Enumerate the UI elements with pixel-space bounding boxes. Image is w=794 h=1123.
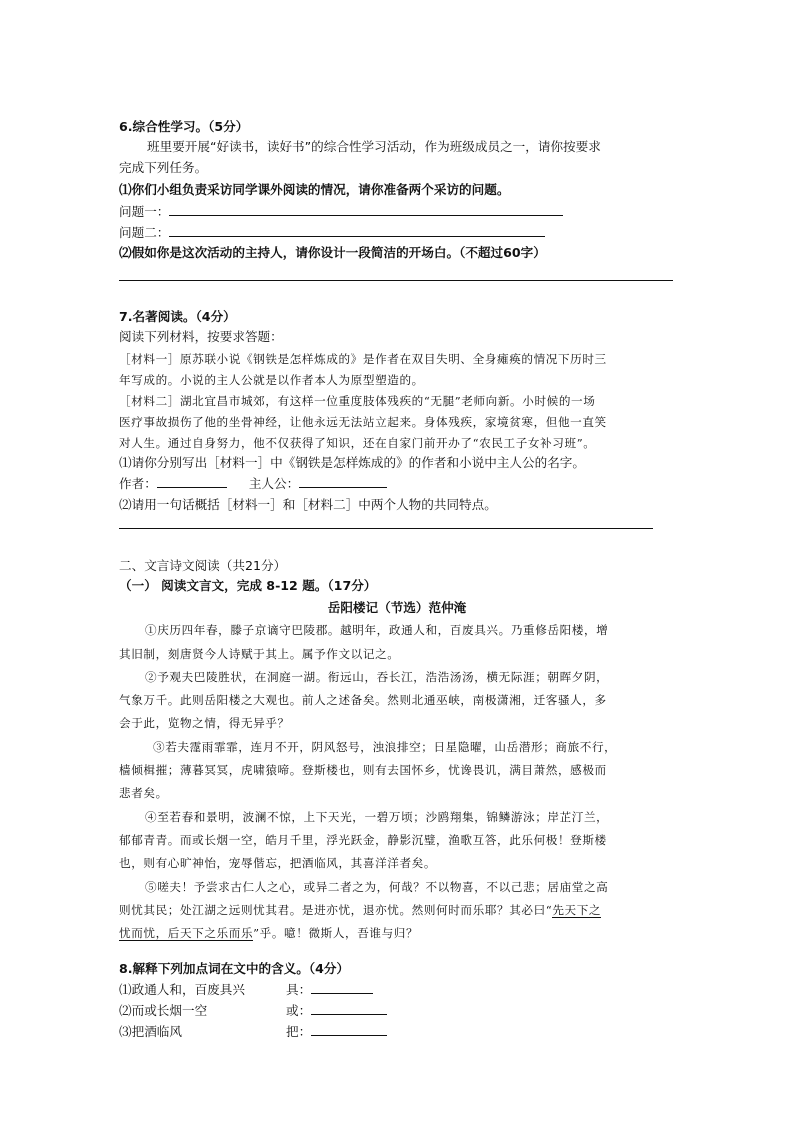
q7-material2-line1: ［材料二］湖北宜昌市城郊，有这样一位重度肢体残疾的“无腿”老师向新。小时候的一场 [119, 394, 596, 408]
q7-material1-line1: ［材料一］原苏联小说《钢铁是怎样炼成的》是作者在双目失明、全身瘫痪的情况下历时三 [119, 352, 607, 366]
q7-title: 7.名著阅读。（4分） [119, 309, 236, 324]
q8-item-3-word: 把： [286, 1024, 312, 1039]
q8-title: 8.解释下列加点词在文中的含义。（4分） [119, 961, 350, 976]
q7-hero-blank[interactable] [299, 475, 387, 488]
section2-heading: 二、文言诗文阅读（共21分） [119, 558, 287, 573]
q7-answer-line[interactable] [119, 528, 653, 529]
q6-part2: ⑵假如你是这次活动的主持人，请你设计一段简洁的开场白。（不超过60字） [119, 245, 546, 260]
essay-p4-line3: 也，则有心旷神怡，宠辱偕忘，把酒临风，其喜洋洋者矣。 [119, 856, 437, 870]
q7-author-label: 作者： [119, 476, 157, 491]
q8-item-1-word: 具： [286, 982, 312, 997]
q6-part1: ⑴你们小组负责采访同学课外阅读的情况，请你准备两个采访的问题。 [119, 182, 510, 197]
q7-part2: ⑵请用一句话概括［材料一］和［材料二］中两个人物的共同特点。 [119, 497, 497, 512]
q6-question1-label: 问题一： [119, 204, 170, 219]
essay-p3-line3: 悲者矣。 [119, 786, 168, 800]
q7-instruction: 阅读下列材料，按要求答题： [119, 329, 283, 344]
essay-p3-line2: 樯倾楫摧；薄暮冥冥，虎啸猿啼。登斯楼也，则有去国怀乡，忧谗畏讥，满目萧然，感极而 [119, 763, 607, 777]
q6-question2-blank[interactable] [169, 224, 545, 237]
q7-material2-line2: 医疗事故损伤了他的坐骨神经，让他永远无法站立起来。身体残疾，家境贫寒，但他一直笑 [119, 415, 607, 429]
q7-part1: ⑴请你分别写出［材料一］中《钢铁是怎样炼成的》的作者和小说中主人公的名字。 [119, 455, 585, 470]
q6-answer-line[interactable] [119, 280, 673, 281]
q7-material2-line3: 对人生。通过自身努力，他不仅获得了知识，还在自家门前开办了“农民工子女补习班”。 [119, 436, 596, 450]
essay-p2-line1: ②予观夫巴陵胜状，在洞庭一湖。衔远山，吞长江，浩浩汤汤，横无际涯；朝晖夕阴， [145, 670, 609, 684]
essay-p1-line1: ①庆历四年春，滕子京谪守巴陵郡。越明年，政通人和，百废具兴。乃重修岳阳楼，增 [145, 623, 609, 637]
q6-question1-row [119, 203, 563, 221]
q6-title: 6.综合性学习。（5分） [119, 119, 249, 134]
essay-p5-line2-text: 则忧其民；处江湖之远则忧其君。是进亦忧，退亦忧。然则何时而乐耶？其必曰“ [119, 903, 553, 917]
essay-p4-line2: 郁郁青青。而或长烟一空，皓月千里，浮光跃金，静影沉璧，渔歌互答，此乐何极！登斯楼 [119, 833, 607, 847]
essay-p4-line1: ④至若春和景明，波澜不惊，上下天光，一碧万顷；沙鸥翔集，锦鳞游泳；岸芷汀兰， [145, 810, 609, 824]
essay-p5-line2 [119, 901, 601, 919]
q7-hero-label: 主人公： [248, 476, 300, 491]
q7-author-blank[interactable] [157, 475, 227, 488]
q8-item-3-blank[interactable] [311, 1023, 387, 1036]
essay-p5-line3 [119, 924, 418, 942]
q8-item-3 [119, 1023, 387, 1041]
q7-answer-row [119, 475, 387, 493]
essay-p5-line3-text: ”乎。噫！微斯人，吾谁与归？ [253, 926, 419, 940]
q8-item-3-phrase: ⑶把酒临风 [119, 1024, 182, 1039]
essay-p2-line2: 气象万千。此则岳阳楼之大观也。前人之述备矣。然则北通巫峡，南极潇湘，迁客骚人，多 [119, 693, 607, 707]
q6-question1-blank[interactable] [169, 203, 563, 216]
q6-intro-line2: 完成下列任务。 [119, 160, 208, 175]
q6-intro-line1: 班里要开展“好读书，读好书”的综合性学习活动，作为班级成员之一，请你按要求 [147, 139, 601, 154]
section2-sub1: （一） 阅读文言文，完成 8-12 题。（17分） [119, 578, 377, 593]
q8-item-1 [119, 981, 373, 999]
q8-item-1-phrase: ⑴政通人和，百废具兴 [119, 982, 245, 997]
q8-item-2-blank[interactable] [311, 1002, 387, 1015]
essay-p5-quote-start: 先天下之 [552, 903, 602, 917]
q6-question2-row [119, 224, 545, 242]
essay-title: 岳阳楼记（节选）范仲淹 [327, 600, 467, 615]
essay-p3-line1: ③若夫霪雨霏霏，连月不开，阴风怒号，浊浪排空；日星隐曜，山岳潜形；商旅不行， [153, 740, 617, 754]
q7-material1-line2: 年写成的。小说的主人公就是以作者本人为原型塑造的。 [119, 373, 424, 387]
essay-p2-line3: 会于此，览物之情，得无异乎？ [119, 716, 290, 730]
q8-item-2-phrase: ⑵而或长烟一空 [119, 1003, 208, 1018]
essay-p1-line2: 其旧制，刻唐贤今人诗赋于其上。属予作文以记之。 [119, 647, 400, 661]
essay-p5-line1: ⑤嗟夫！予尝求古仁人之心，或异二者之为，何哉？不以物喜，不以己悲；居庙堂之高 [145, 880, 609, 894]
essay-p5-quote-end: 忧而忧，后天下之乐而乐 [119, 926, 254, 940]
q8-item-2 [119, 1002, 387, 1020]
q8-item-1-blank[interactable] [311, 981, 373, 994]
q8-item-2-word: 或： [286, 1003, 312, 1018]
q6-question2-label: 问题二： [119, 225, 170, 240]
